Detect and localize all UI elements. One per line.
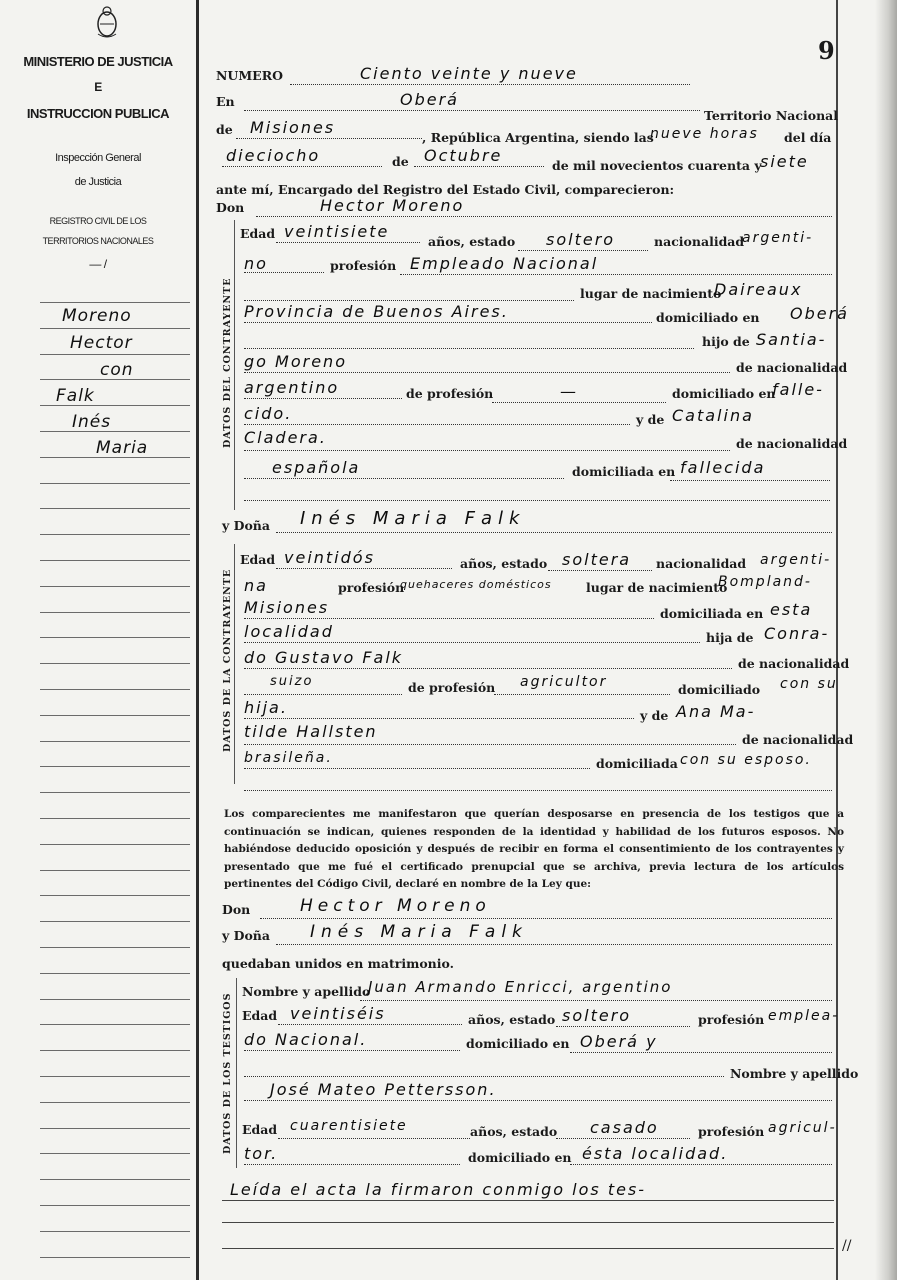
page-fold [196,0,199,1280]
hw-tick: // [842,1238,852,1254]
hw-madre2: Cladera. [244,428,327,447]
label-de-profesion: de profesión [406,386,494,401]
hw-padre-f-dom: con su [780,676,838,692]
left-rule-line [40,870,190,871]
left-column [0,0,196,1280]
coat-of-arms-icon [94,4,120,40]
left-rule-line [40,508,190,509]
label-y-de: y de [636,412,665,427]
hw-hija: Conra- [764,624,830,643]
label-don-final: Don [222,902,251,917]
left-rule-line [40,921,190,922]
hw-testigo1: Juan Armando Enricci, argentino [368,978,673,996]
hw-en: Oberá [400,90,459,109]
ministry-line-1: MINISTERIO DE JUSTICIA [23,54,173,69]
label-hija-de: hija de [706,630,754,645]
left-rule-line [40,1050,190,1051]
left-rule-line [40,1257,190,1258]
margin-note-2: Hector [70,333,133,353]
label-domiciliado-en-2: domiciliado en [672,386,776,401]
ministry-line-4: Inspección General [55,152,141,164]
hw-closing: Leída el acta la firmaron conmigo los tes- [230,1180,647,1199]
label-de-nacionalidad-2: de nacionalidad [736,436,848,451]
hw-padre-prof: — [560,382,578,401]
left-rule-line [40,1128,190,1129]
hw-t1-dom: Oberá y [580,1032,658,1051]
left-rule-line [40,1102,190,1103]
hw-mes: Octubre [424,146,503,165]
hw-t2-prof: agricul- [768,1120,837,1136]
left-rule-line [40,612,190,613]
hw-lugar-f: Bompland- [718,574,812,590]
left-rule-line [40,947,190,948]
ministry-line-6: REGISTRO CIVIL DE LOS [49,216,147,226]
hw-t1-prof: emplea- [768,1008,840,1024]
hw-hijo: Santia- [756,330,827,349]
label-numero: NUMERO [216,68,283,83]
label-edad-f: Edad [240,552,276,567]
label-edad: Edad [240,226,276,241]
label-de-profesion-f: de profesión [408,680,496,695]
label-hijo-de: hijo de [702,334,750,349]
ministry-line-7: TERRITORIOS NACIONALES [42,236,154,246]
hw-madre-f-dom: con su esposo. [680,752,812,768]
label-anos-estado-f: años, estado [460,556,548,571]
label-en: En [216,94,235,109]
left-rule-line [40,1231,190,1232]
left-rule-line [40,818,190,819]
hw-dona: Inés Maria Falk [300,508,526,529]
hw-estado-f: soltera [562,550,632,569]
label-profesion-f: profesión [338,580,405,595]
hw-estado: soltero [546,230,616,249]
label-don: Don [216,200,245,215]
hw-testigo2: José Mateo Pettersson. [270,1080,497,1099]
left-rule-line [40,379,190,380]
label-de: de [216,122,233,137]
ministry-line-8: — / [89,257,107,271]
hw-lugar2: Provincia de Buenos Aires. [244,302,509,321]
left-rule-line [40,637,190,638]
hw-t2-prof2: tor. [244,1144,279,1163]
label-nombre-apellido-2: Nombre y apellido [730,1066,859,1081]
label-domiciliada-en: domiciliada en [572,464,676,479]
hw-t1-edad: veintiséis [290,1004,386,1023]
label-quedaban: quedaban unidos en matrimonio. [222,956,454,971]
left-rule-line [40,663,190,664]
hw-t1-estado: soltero [562,1006,632,1025]
left-rule-line [40,328,190,329]
hw-edad: veintisiete [284,222,390,241]
hw-t1-prof2: do Nacional. [244,1030,368,1049]
hw-lugar: Daireaux [714,280,803,299]
label-de-nacionalidad-f: de nacionalidad [738,656,850,671]
left-rule-line [40,560,190,561]
hw-nac-f2: na [244,576,268,595]
left-rule-line [40,354,190,355]
margin-note-5: Inés [72,412,112,432]
label-mil: de mil novecientos cuarenta y [552,158,762,173]
hw-t2-edad: cuarentisiete [290,1118,408,1134]
hw-dom-f: esta [770,600,813,619]
label-anos-estado: años, estado [428,234,516,249]
label-y-dona-final: y Doña [222,928,270,943]
left-rule-line [40,483,190,484]
page-edge [875,0,897,1280]
label-edad-t1: Edad [242,1008,278,1023]
hw-t2-dom: ésta localidad. [582,1144,729,1163]
left-rule-line [40,586,190,587]
hw-padre-f-prof: agricultor [520,674,608,690]
ministry-line-2: E [94,80,102,94]
hw-profesion: Empleado Nacional [410,254,599,273]
hw-madre-nac: española [272,458,361,477]
left-rule-line [40,999,190,1000]
label-anos-estado-t1: años, estado [468,1012,556,1027]
section-datos-testigos: DATOS DE LOS TESTIGOS [222,992,233,1154]
label-domiciliado-en-t1: domiciliado en [466,1036,570,1051]
label-nacionalidad: nacionalidad [654,234,745,249]
label-nombre-apellido: Nombre y apellido [242,984,371,999]
label-domiciliada-en-f: domiciliada en [660,606,764,621]
margin-note-6: Maria [96,438,149,458]
hw-padre-nac: argentino [244,378,340,397]
left-rule-line [40,534,190,535]
hw-hora: nueve horas [650,126,759,142]
left-rule-line [40,689,190,690]
ministry-line-3: INSTRUCCION PUBLICA [26,106,170,121]
margin-note-4: Falk [56,386,95,406]
hw-padre-f-nac: suizo [270,674,314,689]
left-rule-line [40,1153,190,1154]
right-margin-line [836,0,838,1280]
left-rule-line [40,844,190,845]
declaration-paragraph: Los comparecientes me manifestaron que querían desposarse en presencia de los testigos que a continuación se indican, quienes responden de la identidad y habilidad de los futuros esposos. No habiéndose deducido oposición y después de recibir en forma el consentimiento de los contrayentes y presentado que me fué el certificado prenupcial que se archiva, previa lectura de los artículos pertinentes del Código Civil, declaré en nombre de la Ley que: [224,808,844,890]
label-territorio: Territorio Nacional [704,108,839,123]
hw-madre-f-nac: brasileña. [244,750,333,766]
ministry-line-5: de Justicia [74,176,122,188]
label-nacionalidad-f: nacionalidad [656,556,747,571]
label-profesion: profesión [330,258,397,273]
label-anos-estado-t2: años, estado [470,1124,558,1139]
hw-padre-dom2: cido. [244,404,293,423]
hw-don-final: Hector Moreno [300,896,491,916]
label-ante: ante mí, Encargado del Registro del Estado Civil, comparecieron: [216,182,675,197]
page-number: 9 [818,36,835,65]
label-republica: , República Argentina, siendo las [422,130,654,145]
label-del-dia: del día [784,130,832,145]
left-rule-line [40,1076,190,1077]
label-de-nacionalidad-f2: de nacionalidad [742,732,854,747]
left-rule-line [40,895,190,896]
hw-profesion-f: quehaceres domésticos [400,578,552,591]
label-edad-t2: Edad [242,1122,278,1137]
hw-hijo2: go Moreno [244,352,347,371]
left-rule-line [40,302,190,303]
left-rule-line [40,1179,190,1180]
left-rule-line [40,715,190,716]
label-de2: de [392,154,409,169]
left-rule-line [40,431,190,432]
hw-hija2: do Gustavo Falk [244,648,404,667]
hw-padre-f-dom2: hija. [244,698,288,717]
hw-edad-f: veintidós [284,548,375,567]
label-y-dona: y Doña [222,518,270,533]
hw-nac2: no [244,254,268,273]
margin-note-1: Moreno [62,306,132,326]
hw-numero: Ciento veinte y nueve [360,64,578,83]
label-domiciliada-f: domiciliada [596,756,678,771]
label-domiciliado-en: domiciliado en [656,310,760,325]
hw-madre: Catalina [672,406,754,425]
hw-de: Misiones [250,118,336,137]
margin-note-3: con [100,360,134,380]
hw-nac1: argenti- [742,230,814,246]
hw-nac-f1: argenti- [760,552,832,568]
label-domiciliado-en-t2: domiciliado en [468,1150,572,1165]
left-rule-line [40,792,190,793]
hw-t2-estado: casado [590,1118,659,1137]
hw-don: Hector Moreno [320,196,465,215]
left-rule-line [40,1024,190,1025]
left-rule-line [40,405,190,406]
section-datos-contrayente-f: DATOS DE LA CONTRAYENTE [222,568,233,752]
hw-dona-final: Inés Maria Falk [310,922,528,942]
left-rule-line [40,741,190,742]
hw-padre-dom: falle- [772,380,824,399]
left-rule-line [40,1205,190,1206]
hw-dia: dieciocho [226,146,321,165]
label-profesion-t1: profesión [698,1012,765,1027]
hw-lugar-f2: Misiones [244,598,330,617]
hw-domicilio: Oberá [790,304,849,323]
label-profesion-t2: profesión [698,1124,765,1139]
label-y-de-f: y de [640,708,669,723]
left-rule-line [40,973,190,974]
hw-dom-f2: localidad [244,622,334,641]
hw-madre-dom: fallecida [680,458,766,477]
label-domiciliado-f: domiciliado [678,682,761,697]
label-de-nacionalidad: de nacionalidad [736,360,848,375]
label-lugar-nac: lugar de nacimiento [580,286,722,301]
left-rule-line [40,457,190,458]
hw-madre-f2: tilde Hallsten [244,722,378,741]
left-rule-line [40,766,190,767]
label-lugar-nac-f: lugar de nacimiento [586,580,728,595]
hw-madre-f: Ana Ma- [676,702,756,721]
section-datos-contrayente: DATOS DEL CONTRAYENTE [222,277,233,448]
hw-anio: siete [760,152,809,171]
